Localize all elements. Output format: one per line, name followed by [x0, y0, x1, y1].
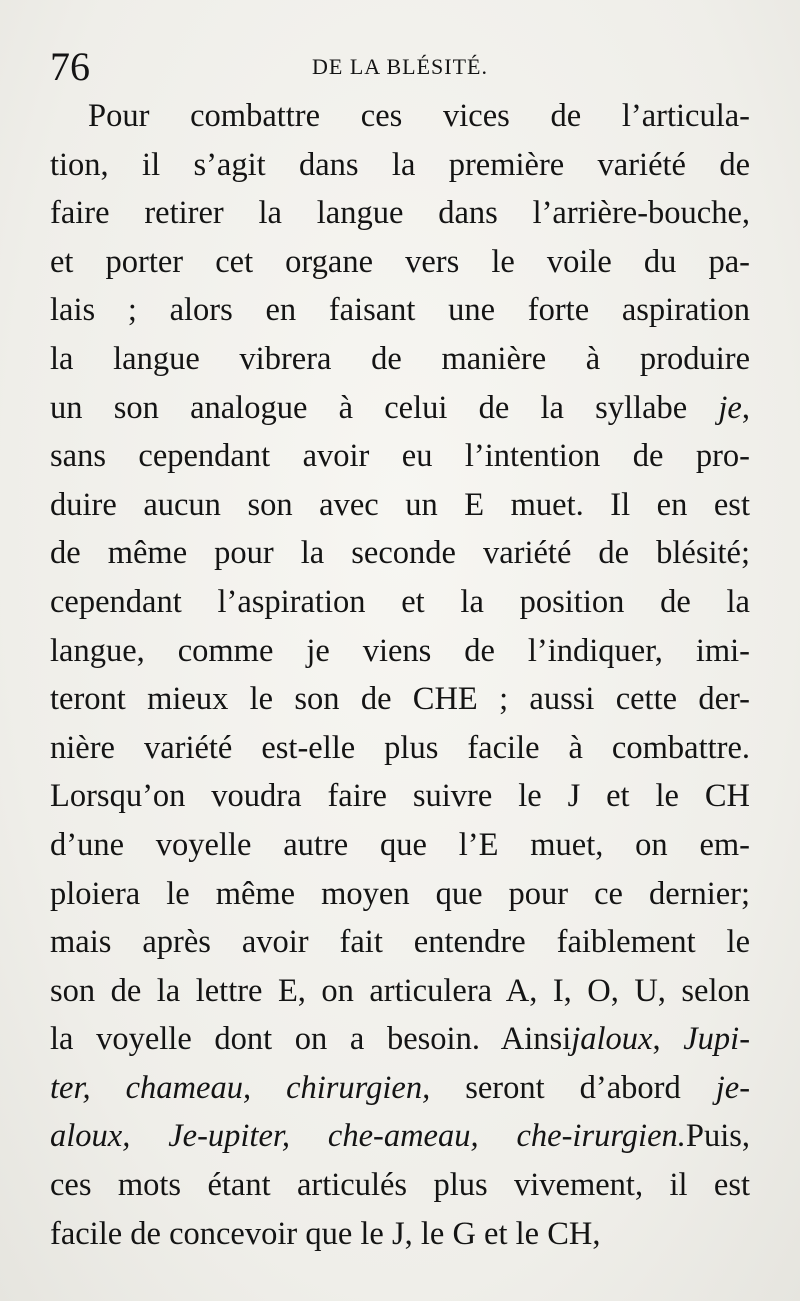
text-line: la langue vibrera de manière à produire [50, 340, 750, 377]
text-line: et porter cet organe vers le voile du pa- [50, 243, 750, 280]
text-run: la voyelle dont on a besoin. Ainsi [50, 1021, 572, 1058]
text-line: sans cependant avoir eu l’intention de pro- [50, 438, 750, 475]
text-line: nière variété est-elle plus facile à combattre. [50, 729, 750, 766]
text-line: lais ; alors en faisant une forte aspiration [50, 292, 750, 329]
italic-word: jaloux [571, 1021, 653, 1058]
text-line: faire retirer la langue dans l’arrière-bouche, [50, 195, 750, 232]
text-run: un son analogue à celui de la syllabe [50, 389, 688, 426]
text-line: ploiera le même moyen que pour ce dernier; [50, 875, 750, 912]
italic-word: , chirurgien, [242, 1069, 431, 1106]
text-line: langue, comme je viens de l’indiquer, imi- [50, 632, 750, 669]
italic-word: , che-irurgien. [470, 1118, 686, 1155]
text-run: Puis, [685, 1118, 751, 1155]
italic-word: , Je-upiter [122, 1118, 282, 1155]
text-run: seront d’abord [465, 1069, 681, 1106]
page-header [50, 42, 750, 92]
italic-word: , che-ameau [281, 1118, 471, 1155]
italic-word: , chameau [82, 1069, 243, 1106]
text-line: Lorsqu’on voudra faire suivre le J et le CH [50, 778, 750, 815]
text-line [50, 1015, 750, 1064]
text-line: mais après avoir fait entendre faiblement le [50, 924, 750, 961]
text-line: tion, il s’agit dans la première variété de [50, 146, 750, 183]
text-run: , [652, 1021, 661, 1058]
text-line [50, 1064, 750, 1113]
text-line: teront mieux le son de CHE ; aussi cette der- [50, 681, 750, 718]
italic-word: ter [50, 1069, 83, 1106]
running-title: DE LA BLÉSITÉ. [312, 54, 488, 79]
body-text [50, 92, 750, 1258]
text-line: Pour combattre ces vices de l’articula- [88, 98, 750, 134]
italic-word: aloux [50, 1118, 123, 1155]
text-line: facile de concevoir que le J, le G et le CH, [50, 1215, 601, 1252]
text-line: d’une voyelle autre que l’E muet, on em- [50, 826, 750, 863]
page-number: 76 [50, 44, 90, 89]
text-run: , [741, 389, 750, 426]
text-line: cependant l’aspiration et la position de la [50, 583, 750, 620]
text-line: son de la lettre E, on articulera A, I, O, U, selon [50, 972, 750, 1009]
text-line: duire aucun son avec un E muet. Il en est [50, 486, 750, 523]
italic-word: je- [715, 1069, 751, 1106]
text-line: de même pour la seconde variété de blésité; [50, 535, 750, 572]
italic-word: je [718, 389, 742, 426]
text-line: ces mots étant articulés plus vivement, il est [50, 1167, 750, 1204]
italic-word: Jupi- [683, 1021, 751, 1058]
text-line [50, 1112, 750, 1161]
text-line [50, 384, 750, 433]
